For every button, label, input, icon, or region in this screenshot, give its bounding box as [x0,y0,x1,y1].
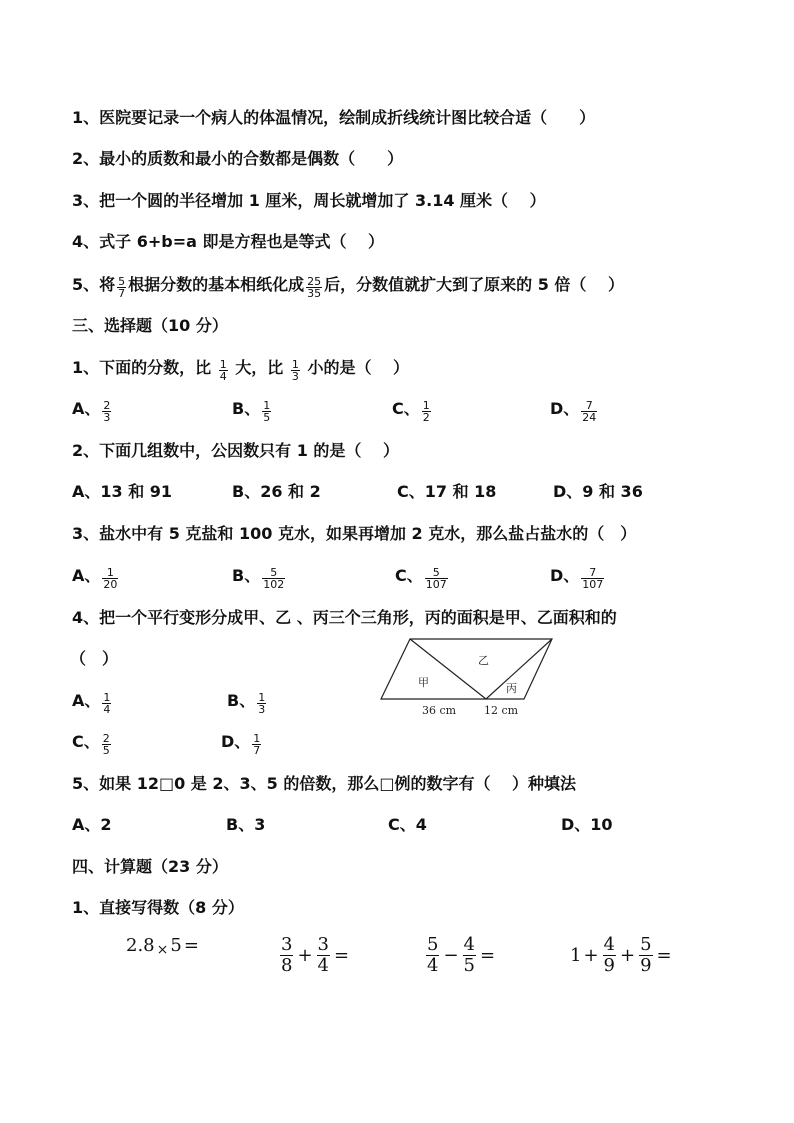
choice-q2-option-c: C、17 和 18 [397,482,497,501]
choice-q5-option-c: C、4 [388,815,427,834]
judge-q5-mid: 根据分数的基本相纸化成 [128,275,305,294]
parallelogram-outline [381,639,552,699]
choice-q4-bracket: （ ） [70,649,119,668]
choice-q2-option-a: A、13 和 91 [72,482,173,501]
choice-q1-option-b: B、 $\frac{1}{5}$ [232,399,271,424]
calc-item-3: $\frac{5}{4}$ − $\frac{4}{5}$ = [427,934,496,976]
choice-q4-option-b: B、 $\frac{1}{3}$ [227,691,266,716]
choice-q4-option-a: A、 $\frac{1}{4}$ [72,691,111,716]
choice-q4-option-d: D、 $\frac{1}{7}$ [221,732,261,757]
triangle-label-yi: 乙 [478,654,489,667]
triangle-label-bing: 丙 [506,682,517,695]
calc-item-2: $\frac{3}{8}$ + $\frac{3}{4}$ = [281,934,350,976]
length-label-12: 12 cm [484,704,519,717]
section3-title: 三、选择题（10 分） [72,316,228,335]
choice-q5-option-a: A、2 [72,815,112,834]
section4-sub1: 1、直接写得数（8 分） [72,898,244,917]
choice-q1-option-d: D、 $\frac{7}{24}$ [550,399,597,424]
choice-q1-option-a: A、 $\frac{2}{3}$ [72,399,111,424]
calc-item-1: 2.8 × 5 = [126,935,199,958]
choice-q2-option-b: B、26 和 2 [232,482,321,501]
choice-q5-option-b: B、3 [226,815,266,834]
fraction: $\frac{5}{7}$ [118,275,126,300]
choice-q3-option-b: B、 $\frac{5}{102}$ [232,566,285,591]
fraction: $\frac{4}{9}$ [603,934,615,976]
judge-q3: 3、把一个圆的半径增加 1 厘米，周长就增加了 3.14 厘米（ ） [72,191,546,210]
calc-item-4: 1 + $\frac{4}{9}$ + $\frac{5}{9}$ = [570,934,672,976]
section4-title: 四、计算题（23 分） [72,857,228,876]
choice-q3-option-c: C、 $\frac{5}{107}$ [395,566,447,591]
judge-q5 [72,274,625,300]
choice-q1: 1、下面的分数，比 $\frac{1}{4}$ 大，比 $\frac{1}{3}$ 小的是（ ） [72,358,410,383]
choice-q1-option-c: C、 $\frac{1}{2}$ [392,399,430,424]
fraction: $\frac{3}{8}$ [281,934,293,976]
length-label-36: 36 cm [422,704,457,717]
fraction: $\frac{5}{9}$ [640,934,652,976]
fraction: $\frac{25}{35}$ [307,275,322,300]
choice-q4-option-c: C、 $\frac{2}{5}$ [72,732,110,757]
choice-q5: 5、如果 12□0 是 2、3、5 的倍数，那么□例的数字有（ ）种填法 [72,774,577,793]
fraction: $\frac{1}{4}$ [219,358,227,383]
choice-q4: 4、把一个平行变形分成甲、乙 、丙三个三角形，丙的面积是甲、乙面积和的 [72,608,617,627]
choice-q5-option-d: D、10 [561,815,613,834]
judge-q1: 1、医院要记录一个病人的体温情况，绘制成折线统计图比较合适（ ） [72,108,596,127]
judge-q5-pre: 5、将 [72,275,116,294]
fraction: $\frac{1}{3}$ [291,358,299,383]
diagonal-line-left [410,639,486,699]
judge-q5-post: 后，分数值就扩大到了原来的 5 倍（ ） [324,275,625,294]
fraction: $\frac{3}{4}$ [317,934,329,976]
choice-q2-option-d: D、9 和 36 [553,482,643,501]
fraction: $\frac{4}{5}$ [463,934,475,976]
diagonal-line-right [486,639,552,699]
judge-q2: 2、最小的质数和最小的合数都是偶数（ ） [72,149,404,168]
choice-q2: 2、下面几组数中，公因数只有 1 的是（ ） [72,441,399,460]
parallelogram-svg [378,636,558,720]
judge-q4: 4、式子 6+b=a 即是方程也是等式（ ） [72,232,385,251]
parallelogram-figure [378,636,558,720]
fraction: $\frac{5}{4}$ [427,934,439,976]
triangle-label-jia: 甲 [418,676,429,689]
choice-q3-option-a: A、 $\frac{1}{20}$ [72,566,118,591]
choice-q3: 3、盐水中有 5 克盐和 100 克水，如果再增加 2 克水，那么盐占盐水的（ ） [72,524,637,543]
choice-q3-option-d: D、 $\frac{7}{107}$ [550,566,604,591]
